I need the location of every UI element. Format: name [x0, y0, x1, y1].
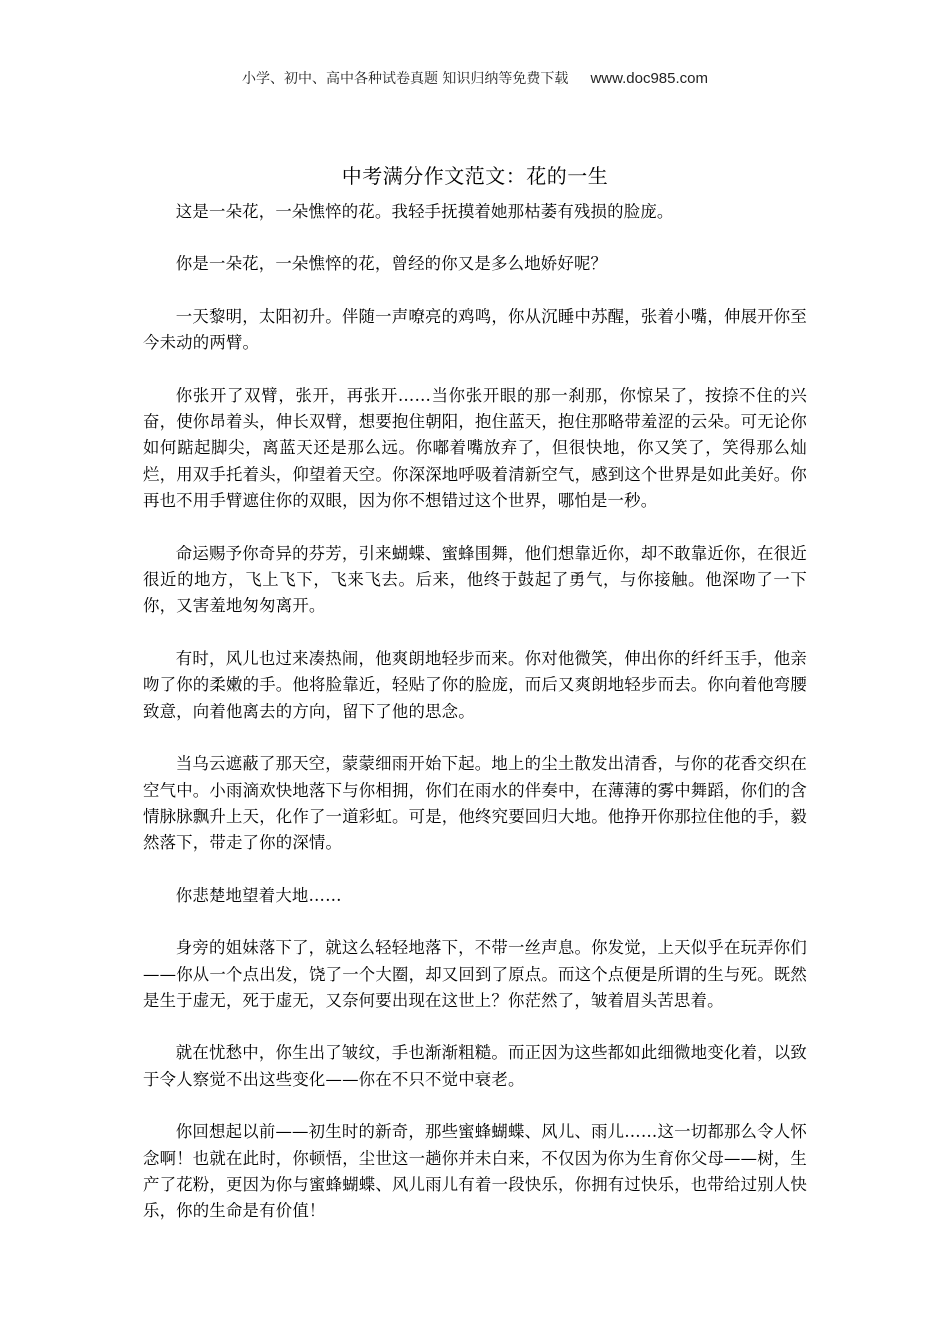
paragraph: 你悲楚地望着大地……: [175, 885, 342, 905]
paragraph: 你回想起以前——初生时的新奇，那些蜜蜂蝴蝶、风儿、雨儿……这一切都那么令人怀念啊！也就在此时，你顿悟，尘世这一趟你并未白来，不仅因为你为生育你父母——树，生产了花粉，更因为你与蜜蜂蝴蝶、风儿雨儿有着一段快乐，你拥有过快乐，也带给过别人快乐，你的生命是有价值！: [143, 1122, 807, 1221]
page-title: 中考满分作文范文：花的一生: [341, 164, 609, 188]
paragraph: 你是一朵花，一朵憔悴的花，曾经的你又是多么地娇好呢？: [175, 254, 608, 274]
paragraph: 你张开了双臂，张开，再张开……当你张开眼的那一刹那，你惊呆了，按捺不住的兴奋，使你昂着头，伸长双臂，想要抱住朝阳，抱住蓝天，抱住那略带羞涩的云朵。可无论你如何踮起脚尖，离蓝天还是那么远。你嘟着嘴放弃了，但很快地，你又笑了，笑得那么灿烂，用双手托着头，仰望着天空。你深深地呼吸着清新空气，感到这个世界是如此美好。你再也不用手臂遮住你的双眼，因为你不想错过这个世界，哪怕是一秒。: [143, 385, 807, 511]
header-text: 小学、初中、高中各种试卷真题 知识归纳等免费下载: [241, 71, 569, 87]
paragraph: 身旁的姐妹落下了，就这么轻轻地落下，不带一丝声息。你发觉，上天似乎在玩弄你们——你从一个点出发，饶了一个大圈，却又回到了原点。而这个点便是所谓的生与死。既然是生于虚无，死于虚无，又奈何要出现在这世上？你茫然了，皱着眉头苦思着。: [143, 938, 807, 1010]
page-header: [0, 68, 950, 88]
paragraph: 有时，风儿也过来凑热闹，他爽朗地轻步而来。你对他微笑，伸出你的纤纤玉手，他亲吻了你的柔嫩的手。他将脸靠近，轻贴了你的脸庞，而后又爽朗地轻步而去。你向着他弯腰致意，向着他离去的方向，留下了他的思念。: [143, 648, 807, 721]
header-site-link[interactable]: www.doc985.com: [590, 70, 708, 87]
essay-body: [143, 199, 807, 1251]
paragraph: 就在忧愁中，你生出了皱纹，手也渐渐粗糙。而正因为这些都如此细微地变化着，以致于令人察觉不出这些变化——你在不只不觉中衰老。: [143, 1043, 807, 1089]
paragraph: 当乌云遮蔽了那天空，蒙蒙细雨开始下起。地上的尘土散发出清香，与你的花香交织在空气中。小雨滴欢快地落下与你相拥，你们在雨水的伴奏中，在薄薄的雾中舞蹈，你们的含情脉脉飘升上天，化作了一道彩虹。可是，他终究要回归大地。他挣开你那拉住他的手，毅然落下，带走了你的深情。: [143, 754, 807, 853]
paragraph: 这是一朵花，一朵憔悴的花。我轻手抚摸着她那枯萎有残损的脸庞。: [175, 202, 674, 221]
paragraph: 命运赐予你奇异的芬芳，引来蝴蝶、蜜蜂围舞，他们想靠近你，却不敢靠近你，在很近很近的地方，飞上飞下，飞来飞去。后来，他终于鼓起了勇气，与你接触。他深吻了一下你，又害羞地匆匆离开。: [143, 543, 807, 616]
paragraph: 一天黎明，太阳初升。伴随一声嘹亮的鸡鸣，你从沉睡中苏醒，张着小嘴，伸展开你至今未动的两臂。: [143, 306, 807, 353]
